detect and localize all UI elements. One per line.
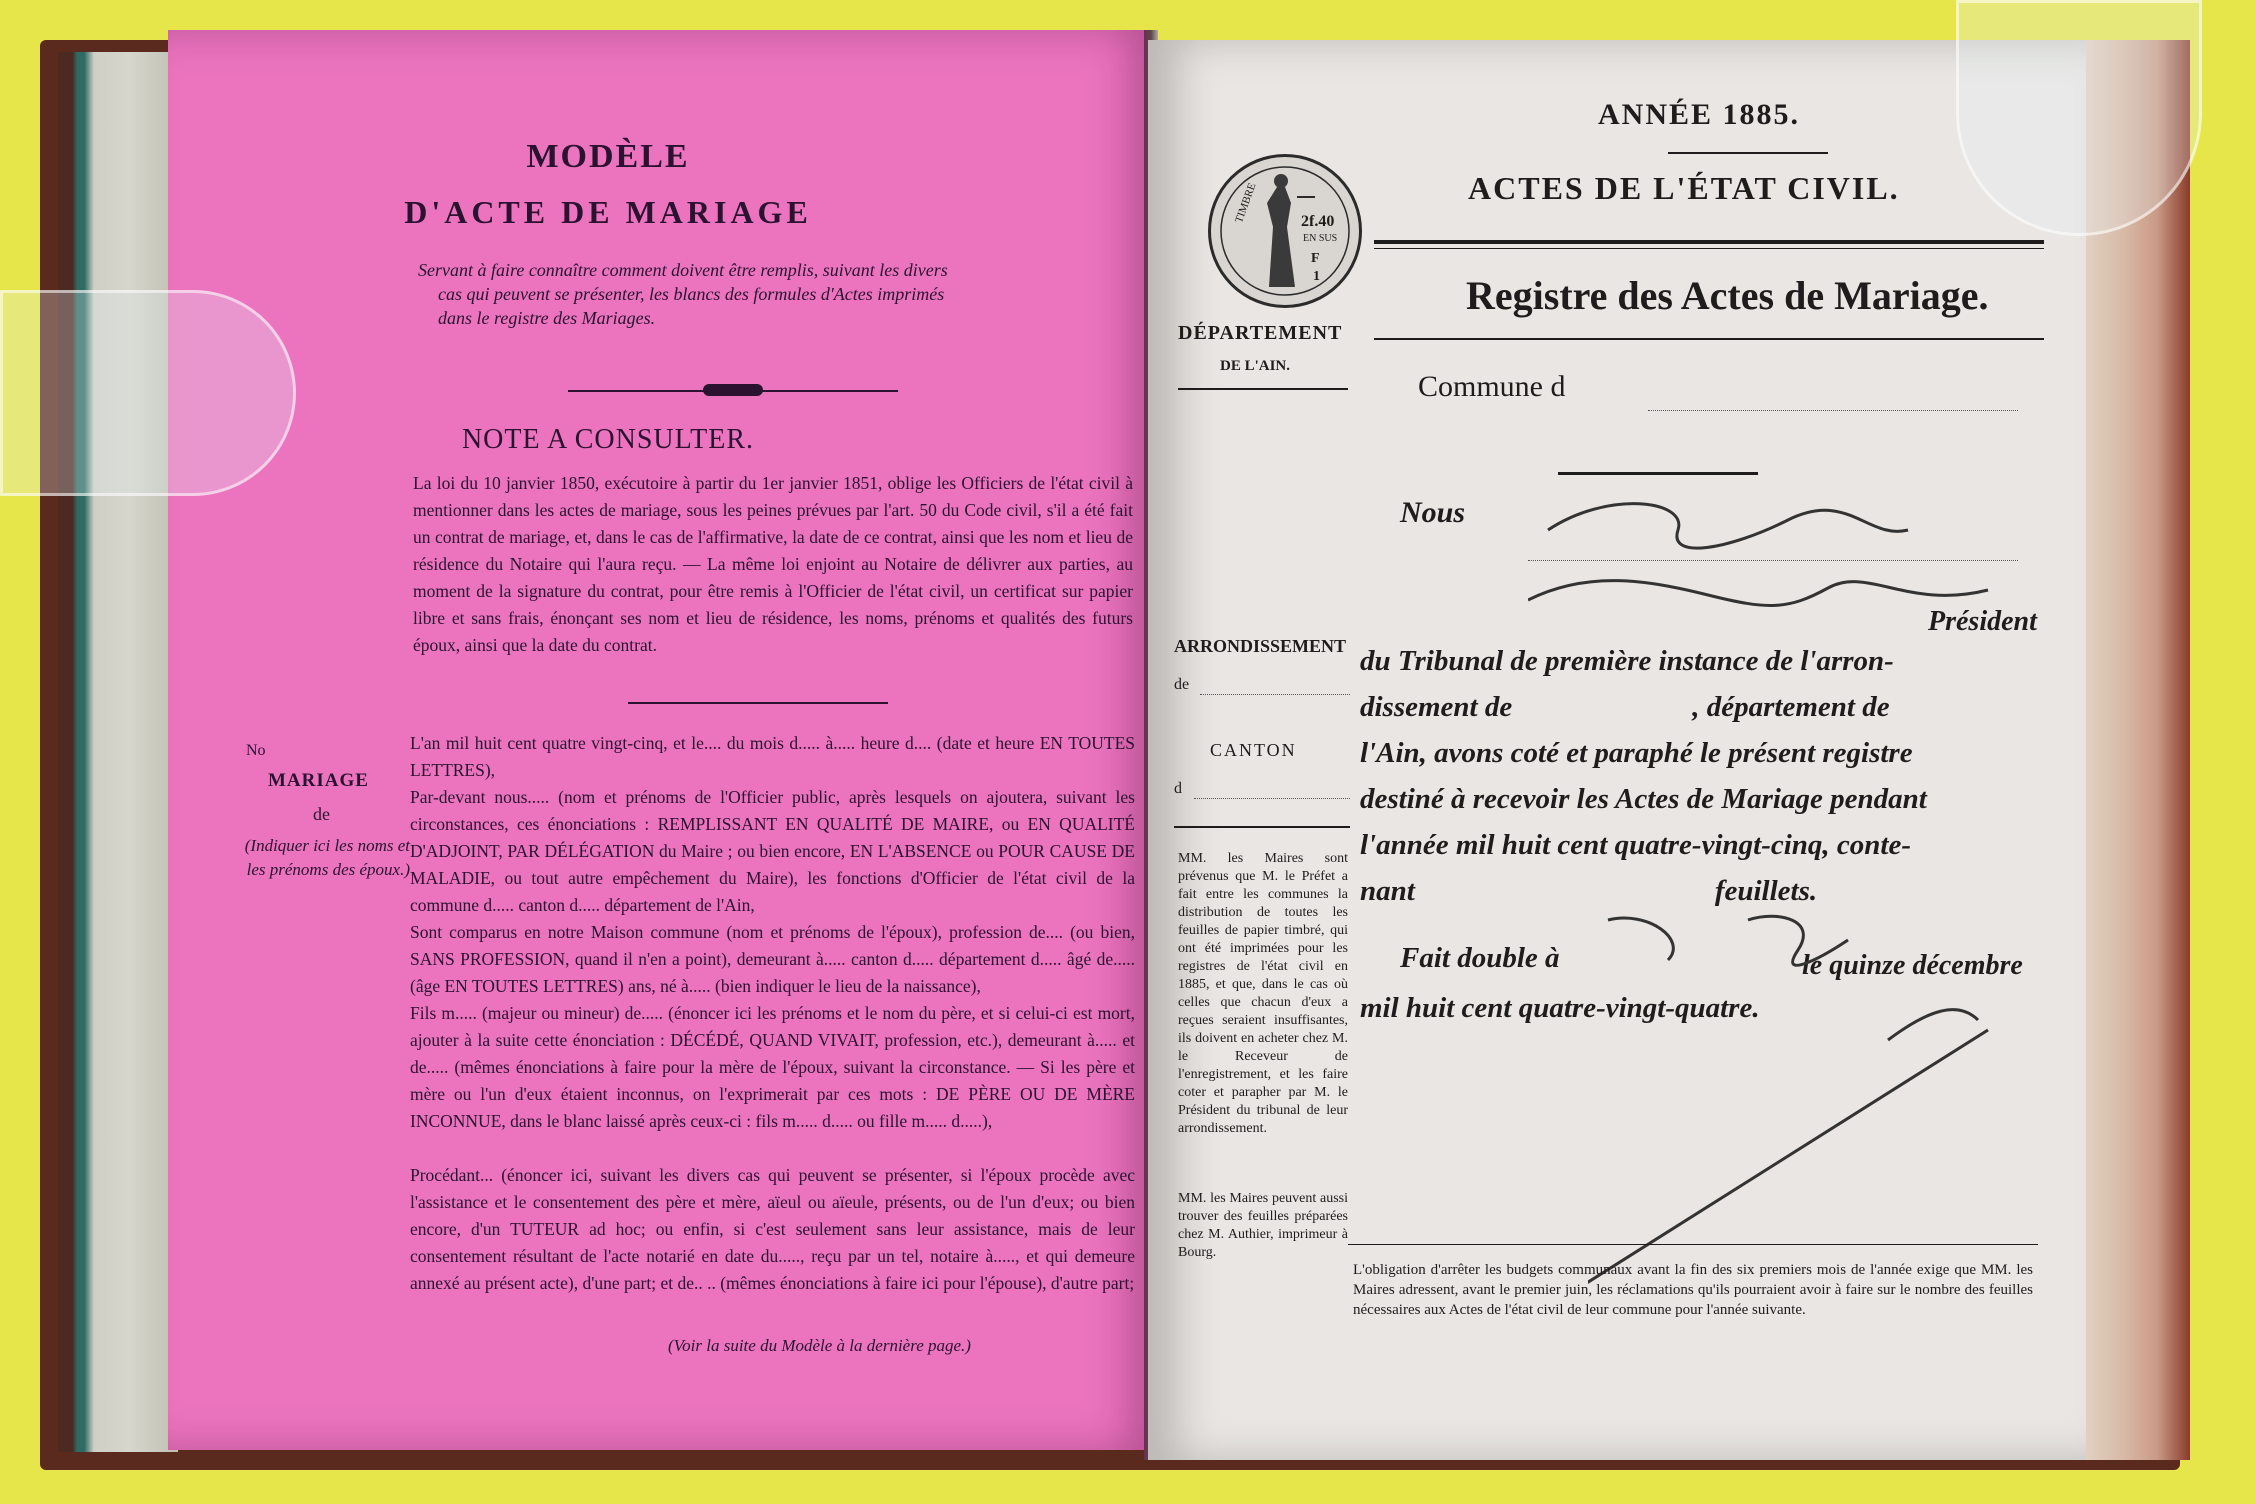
page-edges-right [2080,40,2190,1460]
president-label: Président [1928,606,2037,637]
intro-line-3: dans le registre des Mariages. [438,308,656,328]
intro-line-2: cas qui peuvent se présenter, les blancs des formules d'Actes imprimés [438,284,945,304]
model-text-1: L'an mil huit cent quatre vingt-cinq, et le.... du mois d..... à..... heure d.... (date et heure EN TOUTES LETTRES), [410,733,1135,780]
intro-text [418,258,1138,330]
body-line-6b: feuillets. [1714,875,1818,907]
margin-mariage: MARIAGE [268,770,369,791]
canton-rule [1174,826,1350,828]
fait-double: Fait double à [1400,942,1560,974]
register-title: Registre des Actes de Mariage. [1466,273,1989,318]
stamp-figure-icon [1211,157,1359,305]
arrondissement-line [1200,694,1350,695]
side-note-1: MM. les Maires sont prévenus que M. le Préfet a fait entre les communes la distribution de toutes les feuilles de papier timbré, qui ont été imprimées pour les registres de l'état civil en 1885, et que, dans le cas où celles que chacun d'eux a reçues seraient insuffisantes, ils doivent en acheter chez M. le Receveur de l'enregistrement, et les faire coter et parapher par M. le Président du tribunal de leur arrondissement. [1178,851,1348,1136]
body-line-1: du Tribunal de première instance de l'arron- [1360,645,1894,677]
page-edges-left [58,52,178,1452]
note-text: La loi du 10 janvier 1850, exécutoire à partir du 1er janvier 1851, oblige les Officiers de l'état civil à mentionner dans les actes de mariage, sous les peines prévues par l'art. 50 du Code civil, s'il a été fait un contrat de mariage, et, dans le cas de l'affirmative, la date de ce contrat, ainsi que les nom et lieu de résidence du Notaire qui l'aura reçu. — La même loi enjoint au Notaire de délivrer aux parties, au moment de la signature du contrat, pour être remis à l'Officier de l'état civil, un certificat sur papier libre et sans frais, énonçant ses nom et lieu de résidence, les noms, prénoms et qualités des futurs époux, ainsi que la date du contrat. [413,473,1133,655]
canton-line [1194,798,1350,799]
glass-weight-left [0,290,296,496]
commune-line [1648,410,2018,411]
bottom-rule [1348,1244,2038,1245]
model-text-4: Fils m..... (majeur ou mineur) de..... (énoncer ici les prénoms et le nom du père, et si celui-ci est mort, ajouter à la suite cette énonciation : DÉCÉDÉ, QUAND VIVAIT, profession, etc.), demeurant à..... et de..... (mêmes énonciations à faire pour la mère de l'époux, suivant la circonstance. — Si les père et mère ou l'un d'eux étaient inconnus, on l'exprimerait par ces mots : DE PÈRE OU DE MÈRE INCONNUE, dans le blanc laissé après ceux-ci : fils m..... d..... ou fille m..... d.....), [410,1003,1135,1131]
date-line: le quinze décembre [1802,950,2023,981]
register-header: ACTES DE L'ÉTAT CIVIL. [1468,170,1900,206]
arrondissement-de: de [1174,676,1190,693]
departement-label: DÉPARTEMENT [1178,322,1343,344]
left-footer: (Voir la suite du Modèle à la dernière page.) [668,1336,971,1355]
register-body [1360,638,2060,914]
body-line-2a: dissement de [1360,691,1513,723]
margin-indiquer: (Indiquer ici les noms et les prénoms des époux.) [244,836,410,879]
ornament-center [703,384,763,396]
left-subtitle: D'ACTE DE MARIAGE [404,194,812,230]
title-rule [1374,338,2044,340]
body-line-2 [1360,684,2060,730]
side-note-2: MM. les Maires peuvent aussi trouver des feuilles préparées chez M. Authier, imprimeur à Bourg. [1178,1191,1348,1260]
header-rule-thin [1374,248,2044,249]
body-line-5: l'année mil huit cent quatre-vingt-cinq, conte- [1360,829,1911,861]
stamp-en-sus: EN SUS [1303,233,1338,244]
model-text-5: Procédant... (énoncer ici, suivant les divers cas qui peuvent se présenter, si l'époux procède avec l'assistance et le consentement des père et mère, aïeul ou aïeule, présents, ou de l'un d'eux; ou bien encore, d'un TUTEUR ad hoc; ou enfin, si c'est seulement sans leur assistance, mais de leur consentement résultant de l'acte notarié en date du....., reçu par un tel, notaire à....., et qui demeure annexé au présent acte), d'une part; et de.. .. (mêmes énonciations à faire ici pour l'épouse), d'autre part; [410,1165,1135,1293]
stamp-f: F [1311,251,1320,266]
stamp-one: 1 [1313,269,1320,284]
canton-label: CANTON [1210,740,1297,760]
right-page [1148,40,2086,1460]
departement-ain: DE L'AIN. [1220,358,1291,374]
note-title: NOTE A CONSULTER. [461,424,755,455]
nous-label: Nous [1400,496,1466,529]
margin-number: No [246,742,266,759]
departement-rule [1178,388,1348,390]
glass-weight-right [1956,0,2202,236]
body-line-3: l'Ain, avons coté et paraphé le présent registre [1360,737,1913,769]
model-text-2: Par-devant nous..... (nom et prénoms de l'Officier public, après lesquels on ajoutera, suivant les circonstances, ces énonciations : REMPLISSANT EN QUALITÉ DE MAIRE, ou EN QUALITÉ D'ADJOINT, PAR DÉLÉGATION du Maire ; ou bien encore, EN L'ABSENCE ou POUR CAUSE DE MALADIE, ou tout autre empêchement du Maire), les fonctions d'Officier de l'état civil de la commune d..... canton d..... département de l'Ain, [410,787,1135,915]
year-rule [1668,152,1828,154]
stamp-timbre: TIMBRE [1233,181,1259,225]
margin-de: de [313,804,330,824]
stamp-value: 2f.40 [1301,213,1335,230]
tax-stamp [1208,154,1362,308]
separator-rule [628,702,888,704]
nous-line-1 [1528,560,2018,561]
commune-label: Commune d [1418,370,1566,403]
left-page [168,30,1158,1450]
bottom-note: L'obligation d'arrêter les budgets communaux avant la fin des six premiers mois de l'année exige que MM. les Maires adressent, avant le premier juin, les réclamations qu'ils pourraient avoir à faire sur le nombre des feuilles nécessaires aux Actes de l'état civil de leur commune pour l'année suivante. [1353,1262,2033,1318]
body-line-2b: , département de [1692,691,1890,723]
left-title: MODÈLE [526,138,690,175]
arrondissement-label: ARRONDISSEMENT [1174,636,1347,656]
intro-line-1: Servant à faire connaître comment doivent être remplis, suivant les divers [418,260,948,280]
header-rule-thick [1374,240,2044,244]
body-line-4: destiné à recevoir les Actes de Mariage pendant [1360,783,1927,815]
body-line-6a: nant [1360,875,1415,907]
register-year: ANNÉE 1885. [1598,98,1801,131]
year-line: mil huit cent quatre-vingt-quatre. [1360,992,1760,1024]
canton-d: d [1174,780,1182,797]
model-text-3: Sont comparus en notre Maison commune (nom et prénoms de l'époux), profession de.... (ou bien, SANS PROFESSION, quand il n'en a point), demeurant à..... canton d..... département d..... âgé de..... (âge EN TOUTES LETTRES) ans, né à..... (bien indiquer le lieu de la naissance), [410,922,1135,996]
